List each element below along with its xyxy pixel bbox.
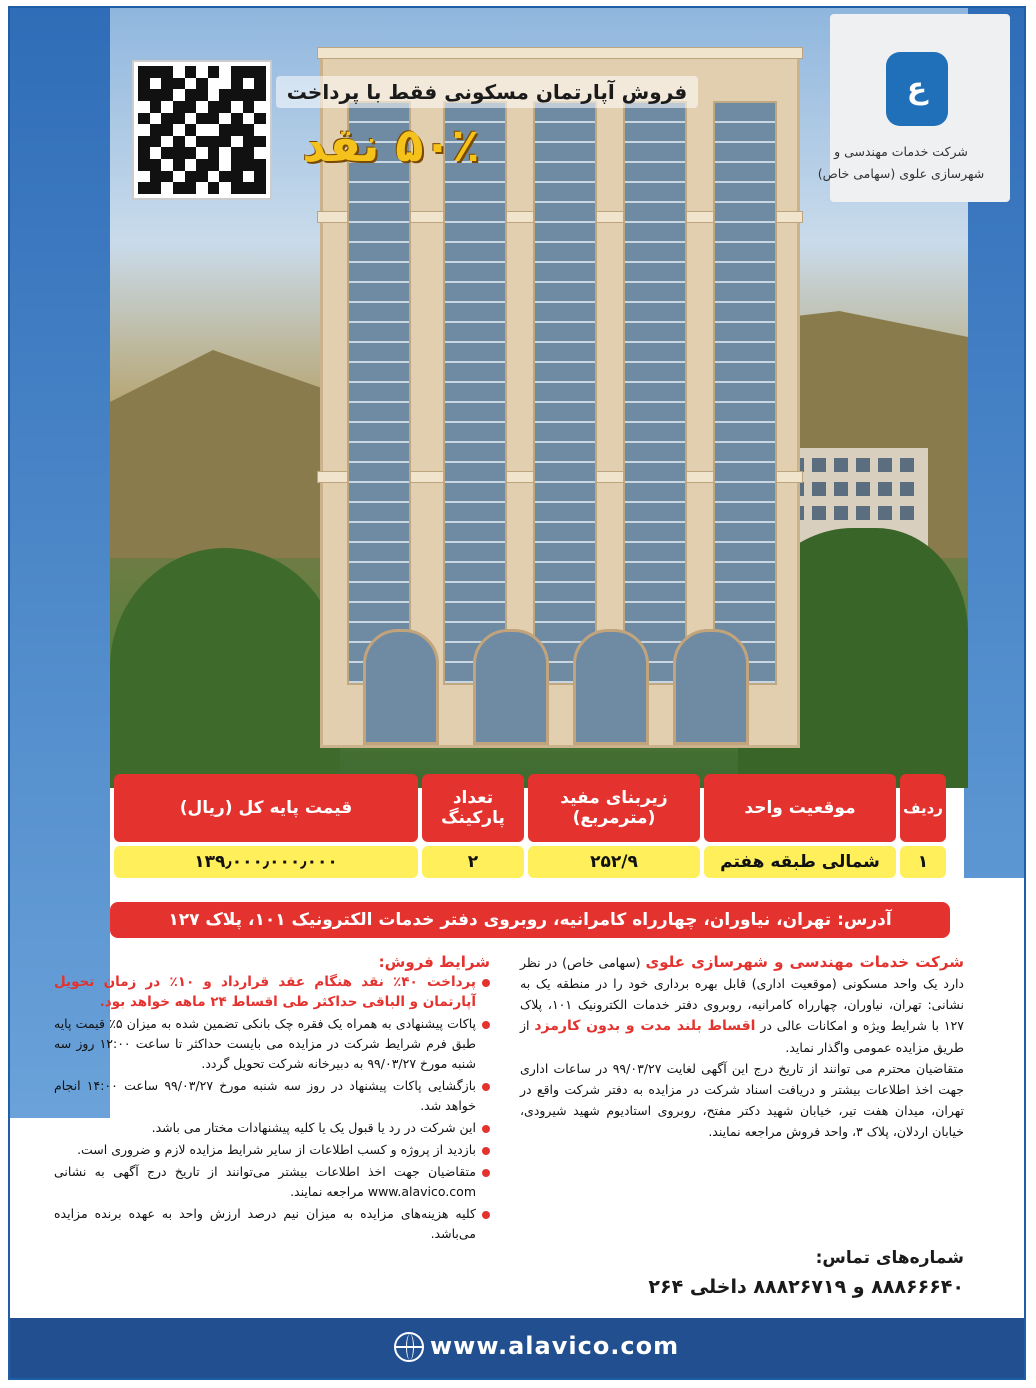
cell-parking: ۲ xyxy=(422,846,524,878)
headline-cash-percent: ۵۰٪ نقد xyxy=(302,118,480,172)
conditions-list xyxy=(54,972,490,1244)
col-header-row-number: ردیف xyxy=(900,774,946,842)
company-logo-icon: ع xyxy=(886,52,948,126)
website-link[interactable]: www.alavico.com xyxy=(430,1332,680,1360)
col-header-area: زیربنای مفید (مترمربع) xyxy=(528,774,700,842)
logo-text-line1: شرکت خدمات مهندسی و xyxy=(834,144,968,159)
list-item: این شرکت در رد یا قبول یک یا کلیه پیشنهادات مختار می باشد. xyxy=(54,1118,490,1138)
list-item: بازدید از پروژه و کسب اطلاعات از سایر شرایط مزایده لازم و ضروری است. xyxy=(54,1140,490,1160)
company-suffix: (سهامی خاص) xyxy=(562,955,641,970)
company-intro xyxy=(520,952,964,1142)
col-header-location: موقعیت واحد xyxy=(704,774,896,842)
list-item: کلیه هزینه‌های مزایده به میزان نیم درصد ارزش واحد به عهده برنده مزایده می‌باشد. xyxy=(54,1204,490,1244)
table-row xyxy=(114,846,946,878)
qr-code[interactable] xyxy=(134,62,270,198)
cell-row-number: ۱ xyxy=(900,846,946,878)
company-logo-box xyxy=(817,14,1010,202)
intro-paragraph-2: متقاضیان محترم می توانند از تاریخ درج این آگهی لغایت ۹۹/۰۳/۲۷ در ساعات اداری جهت اخذ اطلاعات بیشتر و دریافت اسناد شرکت در مزایده به دفتر شرکت واقع در تهران، میدان هفت تیر، خیابان شهید دکتر مفتح، روبروی استادیوم شهید شیرودی، خیابان اردلان، پلاک ۳، واحد فروش مراجعه نمایند. xyxy=(520,1061,964,1139)
list-item: بازگشایی پاکات پیشنهاد در روز سه شنبه مورخ ۹۹/۰۳/۲۷ ساعت ۱۴:۰۰ انجام خواهد شد. xyxy=(54,1076,490,1116)
contact-title: شماره‌های تماس: xyxy=(815,1248,964,1268)
list-item: متقاضیان جهت اخذ اطلاعات بیشتر می‌توانند از تاریخ درج آگهی به نشانی www.alavico.com مراجعه نمایند. xyxy=(54,1162,490,1202)
globe-icon xyxy=(394,1332,424,1362)
advertisement xyxy=(8,6,1026,1380)
company-name: شرکت خدمات مهندسی و شهرسازی علوی xyxy=(645,953,964,971)
headline-sale: فروش آپارتمان مسکونی فقط با پرداخت xyxy=(276,76,698,108)
cell-location: شمالی طبقه هفتم xyxy=(704,846,896,878)
unit-table xyxy=(110,770,950,882)
contact-numbers: ۸۸۸۶۶۶۴۰ و ۸۸۸۲۶۷۱۹ داخلی ۲۶۴ xyxy=(648,1276,964,1298)
footer-bar xyxy=(10,1318,1026,1378)
logo-text-line2: شهرسازی علوی (سهامی خاص) xyxy=(817,166,985,181)
table-header-row xyxy=(114,774,946,842)
cell-price: ۱۳۹٫۰۰۰٫۰۰۰٫۰۰۰ xyxy=(114,846,418,878)
list-item: پاکات پیشنهادی به همراه یک فقره چک بانکی تضمین شده به میزان ۵٪ قیمت پایه طبق فرم شرایط شرکت در مزایده می بایست حداکثر تا ساعت ۱۲:۰۰ روز سه شنبه مورخ ۹۹/۰۳/۲۷ به دبیرخانه شرکت تحویل گردد. xyxy=(54,1014,490,1074)
col-header-price: قیمت پایه کل (ریال) xyxy=(114,774,418,842)
address-banner: آدرس: تهران، نیاوران، چهارراه کامرانیه، روبروی دفتر خدمات الکترونیک ۱۰۱، پلاک ۱۲۷ xyxy=(110,902,950,938)
sale-conditions xyxy=(54,952,490,1246)
trees-left xyxy=(110,548,340,788)
list-item: پرداخت ۴۰٪ نقد هنگام عقد قرارداد و ۱۰٪ در زمان تحویل آپارتمان و الباقی حداکثر طی اقساط ۲۴ ماهه خواهد بود. xyxy=(54,972,490,1012)
col-header-parking: تعداد پارکینگ xyxy=(422,774,524,842)
intro-text-b: از طریق مزایده عمومی واگذار نماید. xyxy=(520,1018,964,1055)
intro-text-a: در نظر دارد یک واحد مسکونی (موقعیت اداری) قابل بهره برداری خود را در منطقه یک به نشانی: تهران، نیاوران، چهارراه کامرانیه، روبروی دفتر خدمات الکترونیک ۱۰۱، پلاک ۱۲۷ با شرایط ویژه و امکانات عالی در xyxy=(520,955,964,1033)
installment-highlight: اقساط بلند مدت و بدون کارمزد xyxy=(534,1018,756,1034)
conditions-title: شرایط فروش: xyxy=(378,953,490,971)
cell-area: ۲۵۲/۹ xyxy=(528,846,700,878)
